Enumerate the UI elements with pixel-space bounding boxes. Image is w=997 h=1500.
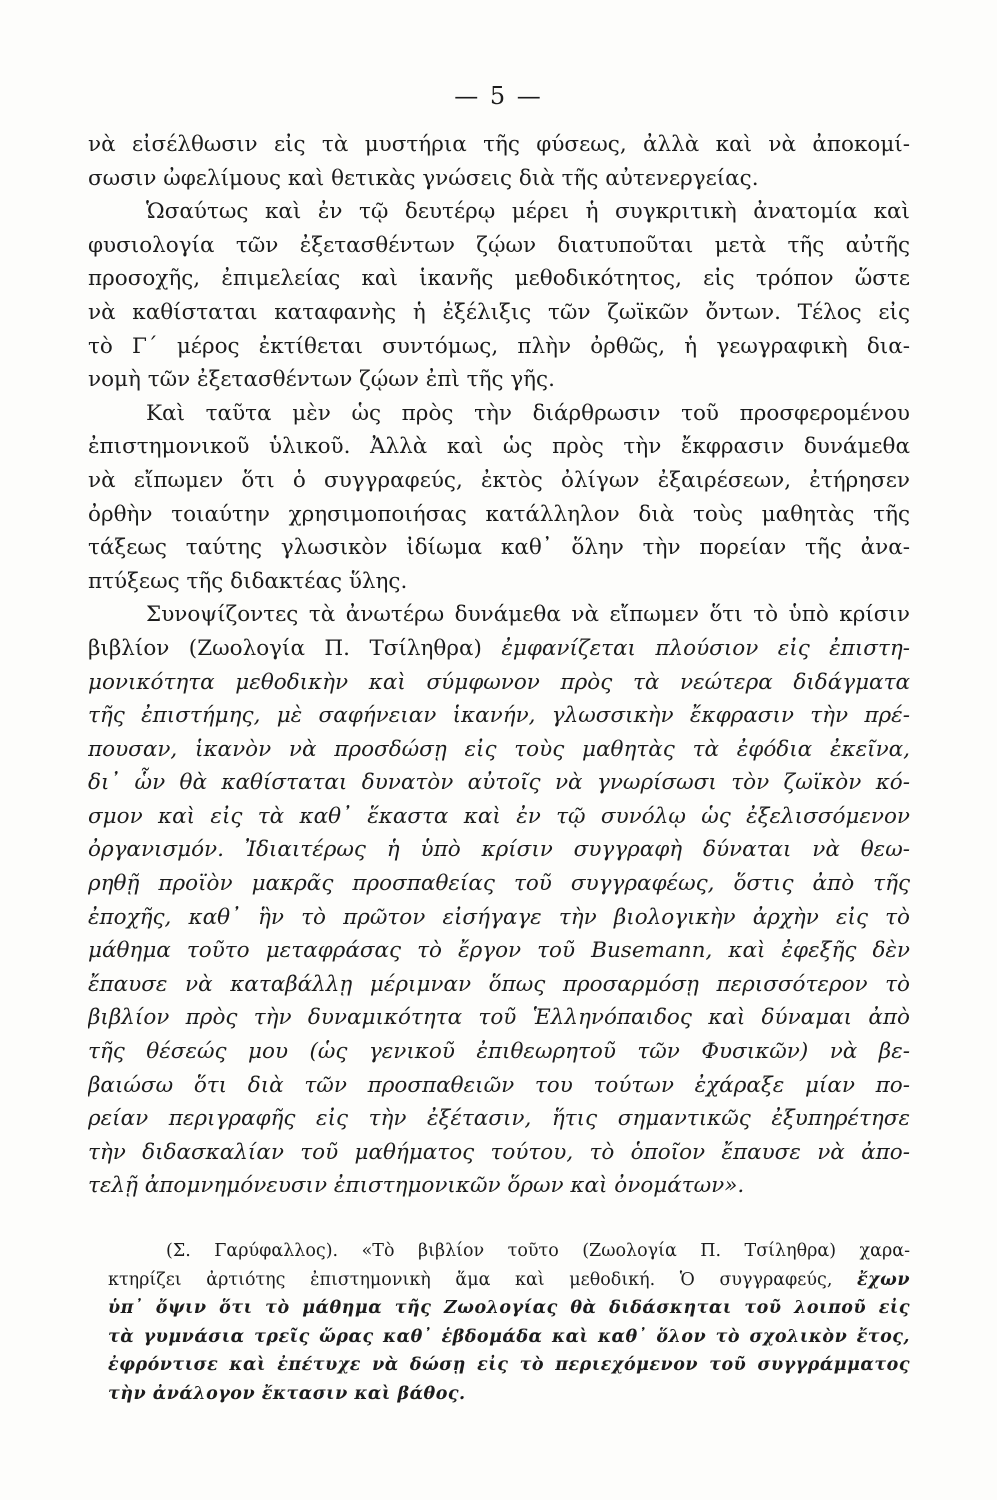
- italic-line: τελῇ ἀπομνημόνευσιν ἐπιστημονικῶν ὅρων καὶ ὀνομάτων».: [88, 1173, 745, 1199]
- italic-line: βιβλίον πρὸς τὴν δυναμικότητα τοῦ Ἑλληνόπαιδος καὶ δύναμαι ἀπὸ: [88, 1005, 910, 1031]
- italic-line: ρηθῇ προϊὸν μακρᾶς προσπαθείας τοῦ συγγραφέως, ὅστις ἀπὸ τῆς: [88, 871, 910, 897]
- footnote-bold-line: ὑπ᾿ ὄψιν ὅτι τὸ μάθημα τῆς Ζωολογίας θὰ διδάσκηται τοῦ λοιποῦ εἰς: [108, 1298, 910, 1318]
- footnote-bold-line: ἐφρόντισε καὶ ἐπέτυχε νὰ δώσῃ εἰς τὸ περιεχόμενον τοῦ συγγράμματος: [108, 1355, 910, 1375]
- text-line: ὀρθὴν τοιαύτην χρησιμοποιήσας κατάλληλον διὰ τοὺς μαθητὰς τῆς: [88, 501, 910, 527]
- text-line: νὰ καθίσταται καταφανὴς ἡ ἐξέλιξις τῶν ζωϊκῶν ὄντων. Τέλος εἰς: [88, 299, 910, 325]
- italic-line: ἔπαυσε νὰ καταβάλλῃ μέριμναν ὅπως προσαρμόσῃ περισσότερον τὸ: [88, 971, 910, 997]
- footnote-bold-line: τὰ γυμνάσια τρεῖς ὥρας καθ᾿ ἑβδομάδα καὶ καθ᾿ ὅλον τὸ σχολικὸν ἔτος,: [108, 1326, 910, 1347]
- text-segment: κτηρίζει ἀρτιότης ἐπιστημονικὴ ἅμα καὶ μεθοδική. Ὁ συγγραφεύς,: [108, 1269, 833, 1290]
- footnote-line: (Σ. Γαρύφαλλος). «Τὸ βιβλίον τοῦτο (Ζωολογία Π. Τσίληθρα) χαρα-: [166, 1241, 910, 1261]
- text-line: νὰ εἰσέλθωσιν εἰς τὰ μυστήρια τῆς φύσεως, ἀλλὰ καὶ νὰ ἀποκομί-: [88, 132, 910, 157]
- text-line: πτύξεως τῆς διδακτέας ὕλης.: [88, 568, 408, 594]
- italic-line: τῆς θέσεώς μου (ὡς γενικοῦ ἐπιθεωρητοῦ τῶν Φυσικῶν) νὰ βε-: [88, 1039, 910, 1065]
- paragraph-start-line: Ὡσαύτως καὶ ἐν τῷ δευτέρῳ μέρει ἡ συγκριτικὴ ἀνατομία καὶ: [146, 199, 910, 225]
- bold-italic-segment: ἔχων: [857, 1269, 910, 1290]
- italic-line: μονικότητα μεθοδικὴν καὶ σύμφωνον πρὸς τὰ νεώτερα διδάγματα: [88, 669, 910, 695]
- italic-line: σμον καὶ εἰς τὰ καθ᾿ ἕκαστα καὶ ἐν τῷ συνόλῳ ὡς ἐξελισσόμενον: [88, 803, 910, 829]
- italic-line: πουσαν, ἱκανὸν νὰ προσδώσῃ εἰς τοὺς μαθητὰς τὰ ἐφόδια ἐκεῖνα,: [88, 736, 910, 762]
- paragraph-start-line: Καὶ ταῦτα μὲν ὡς πρὸς τὴν διάρθρωσιν τοῦ προσφερομένου: [146, 400, 910, 426]
- body-text: [88, 128, 910, 1203]
- text-line: προσοχῆς, ἐπιμελείας καὶ ἱκανῆς μεθοδικότητος, εἰς τρόπον ὥστε: [88, 266, 910, 292]
- text-line: τάξεως ταύτης γλωσικὸν ἰδίωμα καθ᾿ ὅλην τὴν πορείαν τῆς ἀνα-: [88, 535, 910, 561]
- text-line-mixed: [88, 632, 910, 666]
- italic-line: δι᾿ ὧν θὰ καθίσταται δυνατὸν αὐτοῖς νὰ γνωρίσωσι τὸν ζωϊκὸν κό-: [88, 770, 910, 796]
- text-line: φυσιολογία τῶν ἐξετασθέντων ζῴων διατυποῦται μετὰ τῆς αὐτῆς: [88, 232, 910, 258]
- italic-segment: ἐμφανίζεται πλούσιον εἰς ἐπιστη-: [501, 635, 910, 661]
- page-number: — 5 —: [454, 82, 543, 110]
- text-line: τὸ Γ΄ μέρος ἐκτίθεται συντόμως, πλὴν ὀρθῶς, ἡ γεωγραφικὴ δια-: [88, 333, 910, 359]
- text-line: νομὴ τῶν ἐξετασθέντων ζῴων ἐπὶ τῆς γῆς.: [88, 367, 555, 393]
- italic-line: ρείαν περιγραφῆς εἰς τὴν ἐξέτασιν, ἥτις σημαντικῶς ἐξυπηρέτησε: [88, 1106, 910, 1132]
- text-line: ἐπιστημονικοῦ ὑλικοῦ. Ἀλλὰ καὶ ὡς πρὸς τὴν ἔκφρασιν δυνάμεθα: [88, 434, 910, 460]
- italic-line: βαιώσω ὅτι διὰ τῶν προσπαθειῶν του τούτων ἐχάραξε μίαν πο-: [88, 1072, 910, 1098]
- footnote-line-mixed: [108, 1266, 910, 1295]
- italic-line: ἐποχῆς, καθ᾿ ἣν τὸ πρῶτον εἰσήγαγε τὴν βιολογικὴν ἀρχὴν εἰς τὸ: [88, 904, 910, 930]
- italic-line: ὀργανισμόν. Ἰδιαιτέρως ἡ ὑπὸ κρίσιν συγγραφὴ δύναται νὰ θεω-: [88, 837, 910, 863]
- footnote-bold-line: τὴν ἀνάλογον ἔκτασιν καὶ βάθος.: [108, 1383, 466, 1404]
- italic-line: τὴν διδασκαλίαν τοῦ μαθήματος τούτου, τὸ ὁποῖον ἔπαυσε νὰ ἀπο-: [88, 1139, 910, 1165]
- footnote: [108, 1237, 910, 1408]
- paragraph-start-line: Συνοψίζοντες τὰ ἀνωτέρω δυνάμεθα νὰ εἴπωμεν ὅτι τὸ ὑπὸ κρίσιν: [146, 602, 910, 628]
- text-line: σωσιν ὠφελίμους καὶ θετικὰς γνώσεις διὰ τῆς αὐτενεργείας.: [88, 165, 759, 191]
- italic-line: τῆς ἐπιστήμης, μὲ σαφήνειαν ἱκανήν, γλωσσικὴν ἔκφρασιν τὴν πρέ-: [88, 703, 910, 729]
- text-line: νὰ εἴπωμεν ὅτι ὁ συγγραφεύς, ἐκτὸς ὀλίγων ἐξαιρέσεων, ἐτήρησεν: [88, 467, 910, 493]
- text-segment: βιβλίον (Ζωολογία Π. Τσίληθρα): [88, 635, 482, 661]
- italic-line: μάθημα τοῦτο μεταφράσας τὸ ἔργον τοῦ Busemann, καὶ ἐφεξῆς δὲν: [88, 938, 910, 964]
